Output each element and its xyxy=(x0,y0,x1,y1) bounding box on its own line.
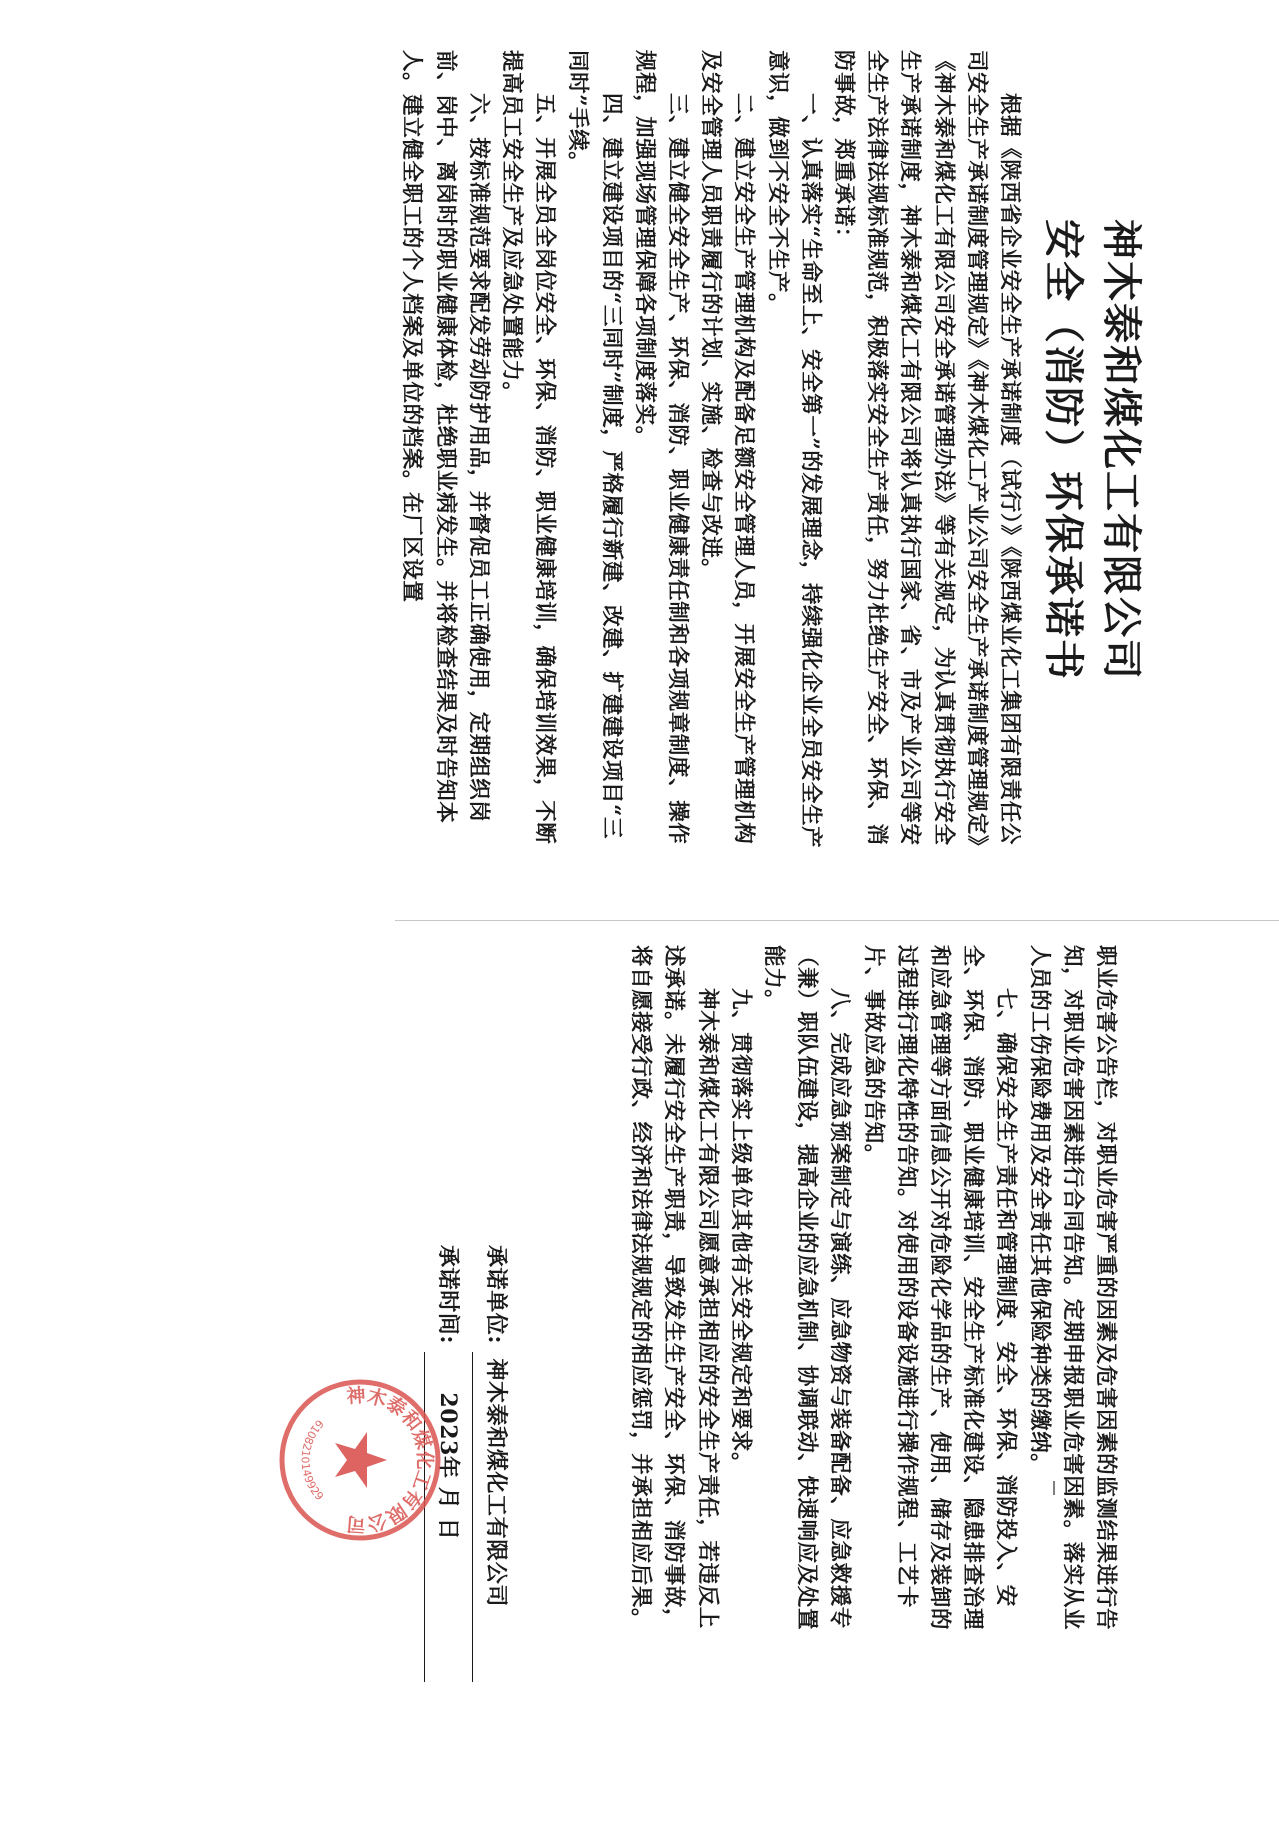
paragraph: 三、建立健全安全生产、环保、消防、职业健康责任制和各项规章制度、操作规程，加强现场管理保障各项制度落实。 xyxy=(631,50,690,845)
document-title-line1: 神木泰和煤化工有限公司 xyxy=(1098,219,1145,681)
paragraph: 神木泰和煤化工有限公司愿意承担相应的安全生产责任，若违反上述承诺。未履行安全生产职责，导致发生生产安全、环保、消防事故，将自愿接受行政、经济和法律法规规定的相应惩罚，并承担相应后果。 xyxy=(628,945,720,1631)
paragraph: 一、认真落实“生命至上、安全第一”的发展理念，持续强化企业全员安全生产意识，做到不安全不生产。 xyxy=(764,50,823,849)
paragraph: 二、建立安全生产管理机构及配备足额安全管理人员，开展安全生产管理机构及安全管理人员职责履行的计划、实施、检查与改进。 xyxy=(698,50,757,845)
paragraph: 五、开展全员全岗位安全、环保、消防、职业健康培训，确保培训效果，不断提高员工安全生产及应急处置能力。 xyxy=(498,50,558,845)
page-two xyxy=(120,925,1120,1845)
page-one-content xyxy=(395,50,1150,850)
pen-mark-icon xyxy=(1050,1480,1058,1496)
signature-unit-row xyxy=(472,1245,520,1682)
date-value: 2023年 月 日 xyxy=(435,1392,461,1541)
paragraph: 职业危害公告栏，对职业危害严重的因素及危害因素的监测结果进行告知，对职业危害因素进行合同告知。定期申报职业危害因素。落实从业人员的工伤保险费用及安全责任其他保险种类的缴纳。 xyxy=(1026,945,1118,1631)
page-divider xyxy=(395,920,1279,921)
paragraph: 九、贯彻落实上级单位其他有关安全规定和要求。 xyxy=(727,988,753,1475)
page-one-body xyxy=(395,50,1026,850)
unit-value: 神木泰和煤化工有限公司 xyxy=(483,1358,509,1607)
paragraph: 四、建立建设项目的“三同时”制度，严格履行新建、改建、扩建建设项目“三同时”手续。 xyxy=(565,50,624,840)
page-two-body xyxy=(624,945,1120,1645)
page-two-content xyxy=(435,945,1120,1645)
svg-text:6108210149929: 6108210149929 xyxy=(298,1416,327,1504)
svg-text:神木泰和煤化工有限公司: 神木泰和煤化工有限公司 xyxy=(345,1384,436,1536)
page-one xyxy=(150,0,1279,915)
paragraph: 六、按标准规范要求配发劳动防护用品，并督促员工正确使用，定期组织岗前、岗中、离岗时的职业健康体检，杜绝职业病发生。并将检查结果及时告知本人。建立健全职工的个人档案及单位的档案。在厂区设置 xyxy=(399,50,491,824)
paragraph: 八、完成应急预案制定与演练、应急物资与装备配备、应急救援专（兼）职队伍建设，提高企业的应急机制、协调联动、快速响应及处置能力。 xyxy=(760,945,853,1631)
paragraph: 根据《陕西省企业安全生产承诺制度（试行）》《陕西煤业化工集团有限责任公司安全生产承诺制度管理规定》《神木煤化工产业公司安全生产承诺制度管理规定》《神木泰和煤化工有限公司安全承诺管理办法》等有关规定，为认真贯彻执行安全生产承诺制度，神木泰和煤化工有限公司将认真执行国家、省、市及产业公司等安全生产法律法规标准规范，积极落实安全生产责任，努力杜绝生产安全、环保、消防事故，郑重承诺： xyxy=(830,50,1022,847)
paragraph: 七、确保安全生产责任和管理制度、安全、环保、消防投入、安全、环保、消防、职业健康培训、安全生产标准化建设、隐患排查治理和应急管理等方面信息公开对危险化学品的生产、使用、储存及装卸的过程进行理化特性的告知。对使用的设备设施进行操作规程、工艺卡片、事故应急的告知。 xyxy=(860,945,1019,1631)
unit-label: 承诺单位: xyxy=(483,1245,509,1345)
document-title-line2: 安全（消防）环保承诺书 xyxy=(1040,219,1087,681)
company-seal-icon xyxy=(275,1375,445,1545)
date-label: 承诺时间: xyxy=(435,1245,461,1345)
